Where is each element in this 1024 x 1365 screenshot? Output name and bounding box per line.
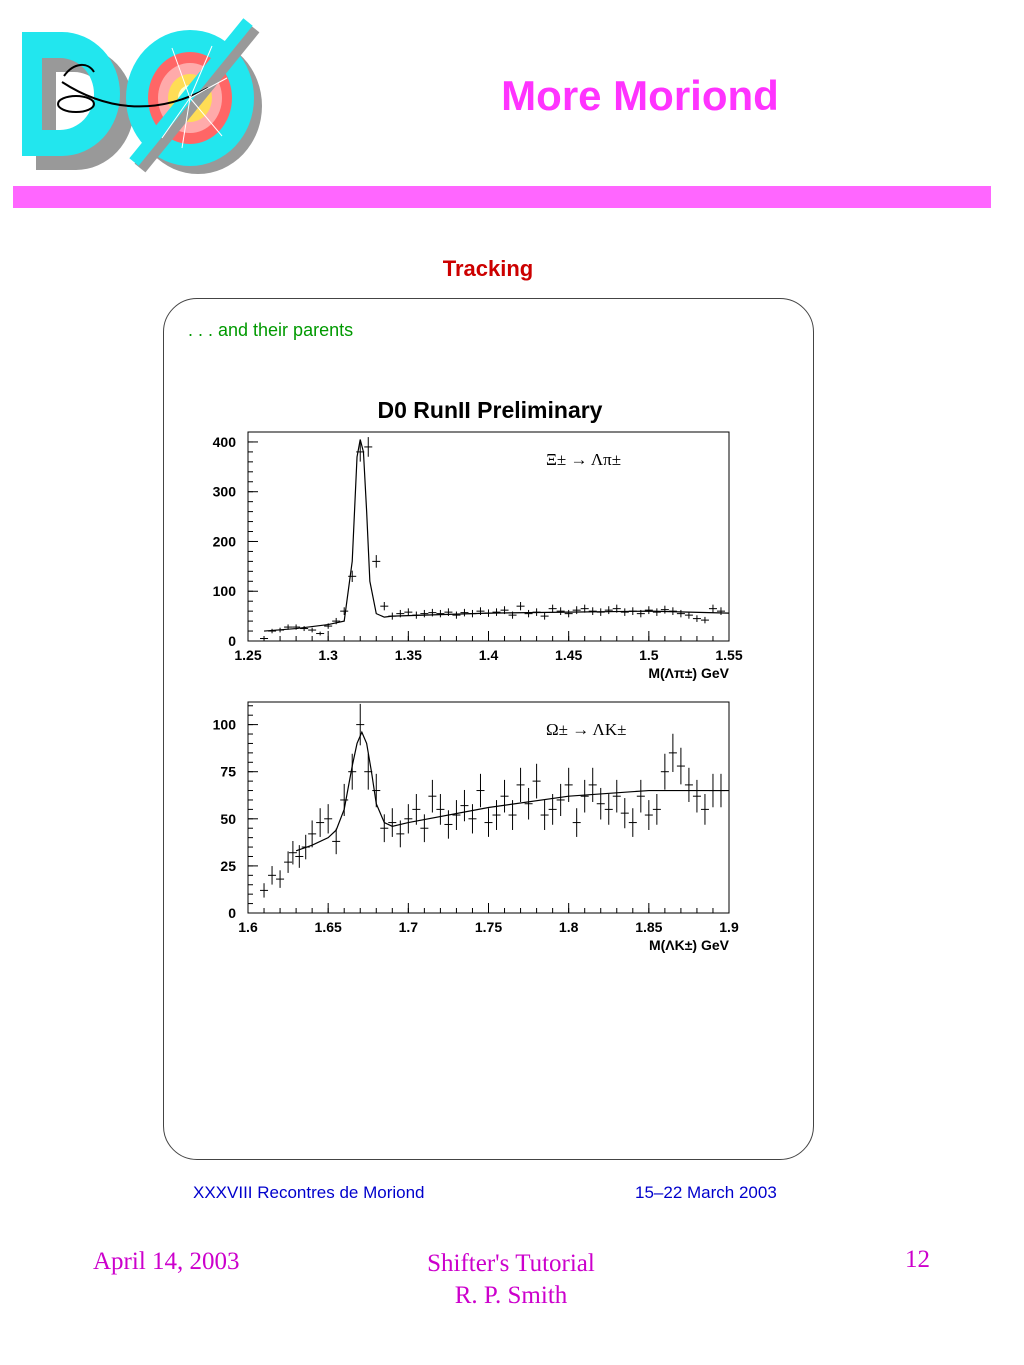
plot1-ytick-label: 400 <box>212 433 236 450</box>
slide-title: More Moriond <box>501 72 779 119</box>
plot2-xtick-label: 1.85 <box>635 919 663 935</box>
plot1-xtick-label: 1.45 <box>555 647 583 663</box>
plot2-xtick-label: 1.9 <box>719 919 739 935</box>
figure-caption: . . . and their parents <box>188 320 354 340</box>
plot1-xtick-label: 1.55 <box>715 647 743 663</box>
plot1-xtick-label: 1.35 <box>394 647 422 663</box>
slide-date: April 14, 2003 <box>93 1248 240 1275</box>
plot1-xtick-label: 1.4 <box>478 647 499 663</box>
plot1-xlabel: M(Λπ±) GeV <box>648 665 729 681</box>
plot2-xtick-label: 1.65 <box>314 919 342 935</box>
page-number: 12 <box>905 1246 930 1273</box>
plot2-xtick-label: 1.7 <box>398 919 419 935</box>
plot2-ytick-label: 50 <box>220 810 236 827</box>
plot1-xtick-label: 1.3 <box>318 647 338 663</box>
plot1-ytick-label: 300 <box>212 483 236 500</box>
plot2-ytick-label: 75 <box>220 763 236 780</box>
plot1-ytick-label: 100 <box>212 583 236 600</box>
conference-dates: 15–22 March 2003 <box>635 1183 777 1202</box>
slide-footer-center <box>380 1248 642 1312</box>
plot1-ytick-label: 0 <box>228 633 236 649</box>
plot1-fit-curve <box>264 439 729 631</box>
plot2-decay-annotation: Ω± → ΛK± <box>546 720 627 739</box>
author-name: R. P. Smith <box>454 1282 568 1309</box>
plot2-ytick-label: 0 <box>228 905 236 921</box>
plot1-decay-annotation: Ξ± → Λπ± <box>546 450 622 469</box>
tutorial-name: Shifter's Tutorial <box>427 1250 595 1277</box>
plot1-xtick-label: 1.5 <box>639 647 659 663</box>
plot2-fit-curve <box>296 732 729 851</box>
section-subtitle: Tracking <box>442 256 534 281</box>
conference-name: XXXVIII Recontres de Moriond <box>193 1183 425 1202</box>
plot1-ytick-label: 200 <box>212 533 236 550</box>
plot2-xlabel: M(ΛK±) GeV <box>648 937 729 953</box>
plot2-xtick-label: 1.6 <box>238 919 258 935</box>
plot2-xtick-label: 1.75 <box>474 919 503 935</box>
plot2-ytick-label: 100 <box>212 716 236 733</box>
plot1-xtick-label: 1.25 <box>234 647 262 663</box>
plot2-xtick-label: 1.8 <box>558 919 579 935</box>
chart-title: D0 RunII Preliminary <box>377 397 603 423</box>
plot2-ytick-label: 25 <box>220 857 236 874</box>
